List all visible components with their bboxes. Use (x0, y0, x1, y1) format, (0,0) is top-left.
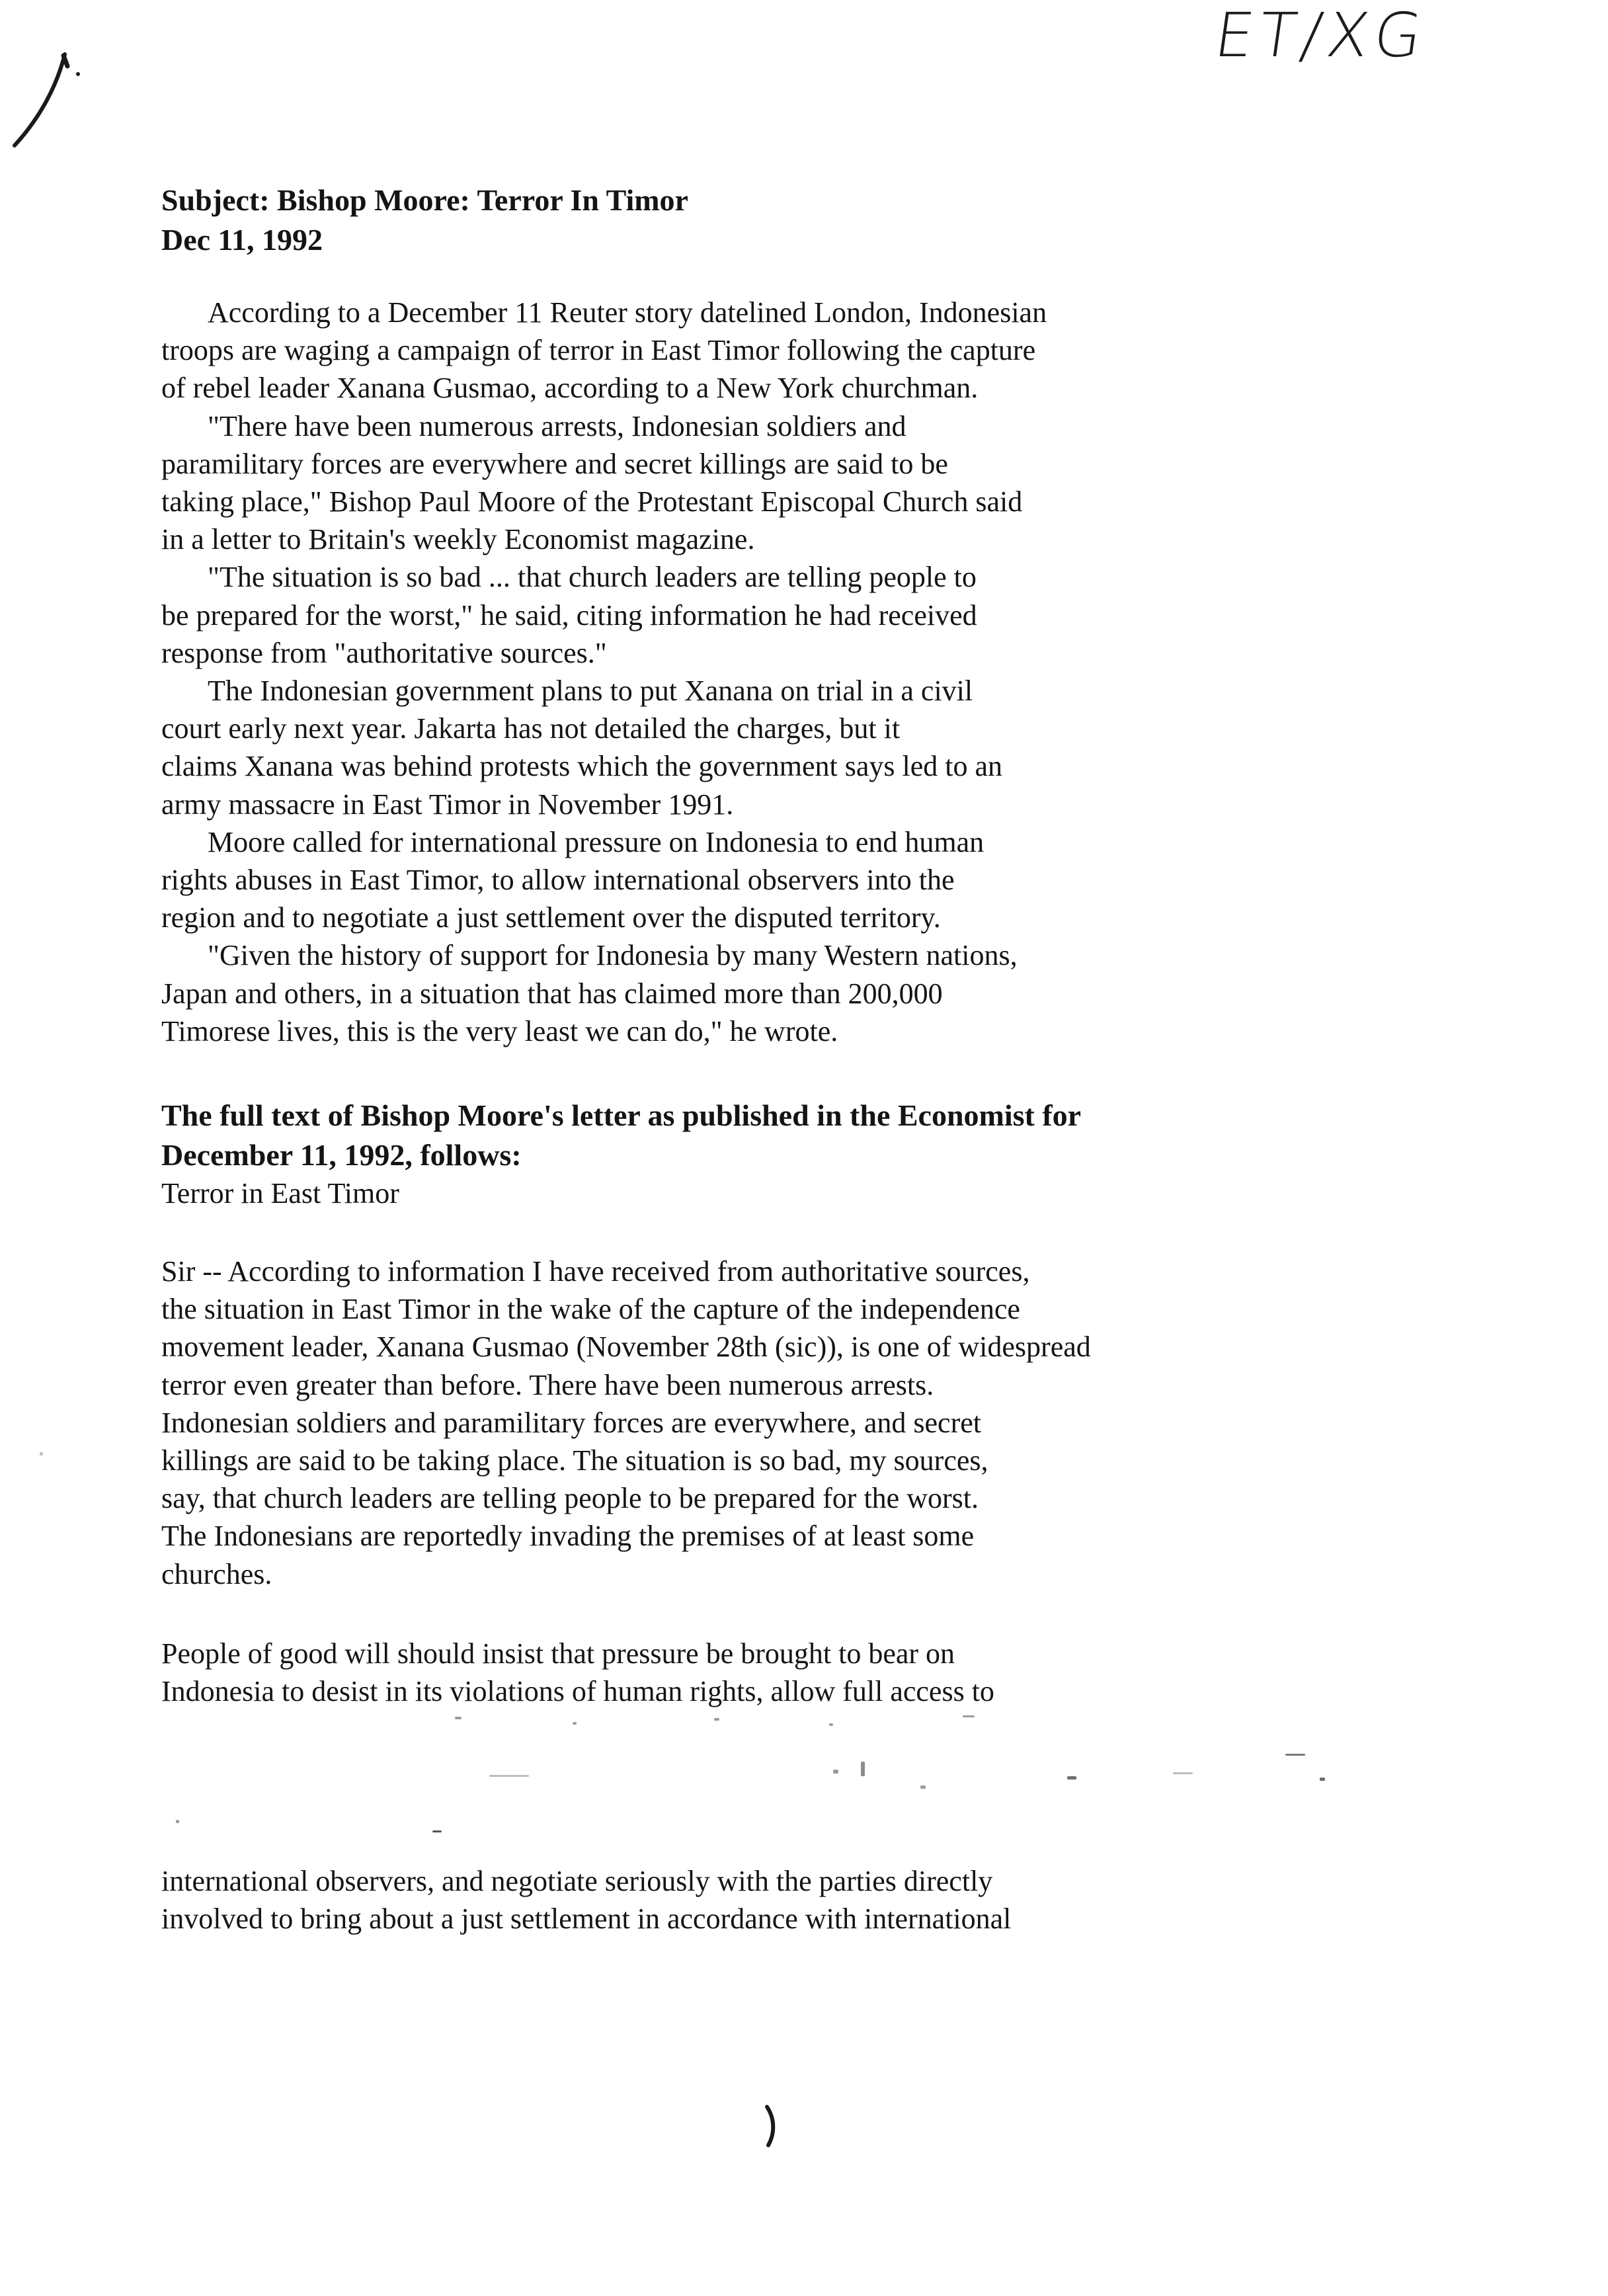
date-line: Dec 11, 1992 (161, 223, 323, 257)
article-line: paramilitary forces are everywhere and secret killings are said to be (161, 447, 948, 480)
article-line: of rebel leader Xanana Gusmao, according to a New York churchman. (161, 372, 979, 405)
letter-line: the situation in East Timor in the wake of the capture of the independence (161, 1293, 1020, 1326)
article-line: rights abuses in East Timor, to allow international observers into the (161, 864, 955, 897)
article-line: troops are waging a campaign of terror in East Timor following the capture (161, 334, 1036, 367)
letter-line: involved to bring about a just settlement in accordance with international (161, 1903, 1012, 1936)
article-line: "The situation is so bad ... that church leaders are telling people to (208, 561, 977, 594)
article-line: response from "authoritative sources." (161, 636, 607, 669)
subject-line: Subject: Bishop Moore: Terror In Timor (161, 183, 688, 217)
article-line: court early next year. Jakarta has not detailed the charges, but it (161, 712, 901, 745)
pen-slash-mark (4, 48, 97, 153)
article-line: claims Xanana was behind protests which the government says led to an (161, 750, 1003, 783)
letter-line: terror even greater than before. There have been numerous arrests. (161, 1368, 934, 1401)
letter-heading-line1: The full text of Bishop Moore's letter as published in the Economist for (161, 1098, 1082, 1132)
letter-line: international observers, and negotiate seriously with the parties directly (161, 1865, 993, 1897)
letter-line: Sir -- According to information I have received from authoritative sources, (161, 1255, 1030, 1288)
article-body (161, 294, 1285, 1050)
letter-line: Indonesia to desist in its violations of human rights, allow full access to (161, 1675, 994, 1708)
letter-line: movement leader, Xanana Gusmao (November 28th (sic)), is one of widespread (161, 1331, 1091, 1364)
handwritten-annotation: ET/XG (1210, 0, 1432, 71)
article-line: The Indonesian government plans to put Xanana on trial in a civil (208, 675, 973, 708)
letter-line: People of good will should insist that pressure be brought to bear on (161, 1637, 955, 1670)
letter-line: Indonesian soldiers and paramilitary forces are everywhere, and secret (161, 1406, 981, 1439)
letter-line: killings are said to be taking place. The situation is so bad, my sources, (161, 1444, 988, 1477)
article-line: Moore called for international pressure on Indonesia to end human (208, 825, 985, 858)
article-line: in a letter to Britain's weekly Economist magazine. (161, 523, 755, 556)
article-line: region and to negotiate a just settlement over the disputed territory. (161, 901, 941, 934)
article-line: be prepared for the worst," he said, citing information he had received (161, 598, 977, 632)
article-line: Timorese lives, this is the very least we can do," he wrote. (161, 1014, 838, 1047)
article-line: "There have been numerous arrests, Indonesian soldiers and (208, 409, 906, 442)
letter-line: say, that church leaders are telling people to be prepared for the worst. (161, 1482, 979, 1515)
letter-title (161, 1174, 1285, 1212)
article-line: Japan and others, in a situation that has claimed more than 200,000 (161, 977, 943, 1010)
letter-paragraph-2 (161, 1635, 1285, 1710)
letter-paragraph-3 (161, 1862, 1285, 1938)
pen-parenthesis-mark (759, 2103, 785, 2149)
letter-line: The Indonesians are reportedly invading the premises of at least some (161, 1520, 975, 1553)
letter-title-text: Terror in East Timor (161, 1177, 399, 1210)
article-line: army massacre in East Timor in November 1991. (161, 788, 734, 821)
letter-heading-line2: December 11, 1992, follows: (161, 1138, 522, 1172)
letter-paragraph-1 (161, 1252, 1285, 1593)
article-line: taking place," Bishop Paul Moore of the Protestant Episcopal Church said (161, 485, 1023, 518)
article-line: According to a December 11 Reuter story datelined London, Indonesian (208, 296, 1047, 329)
article-line: "Given the history of support for Indonesia by many Western nations, (208, 939, 1018, 972)
letter-line: churches. (161, 1557, 272, 1590)
